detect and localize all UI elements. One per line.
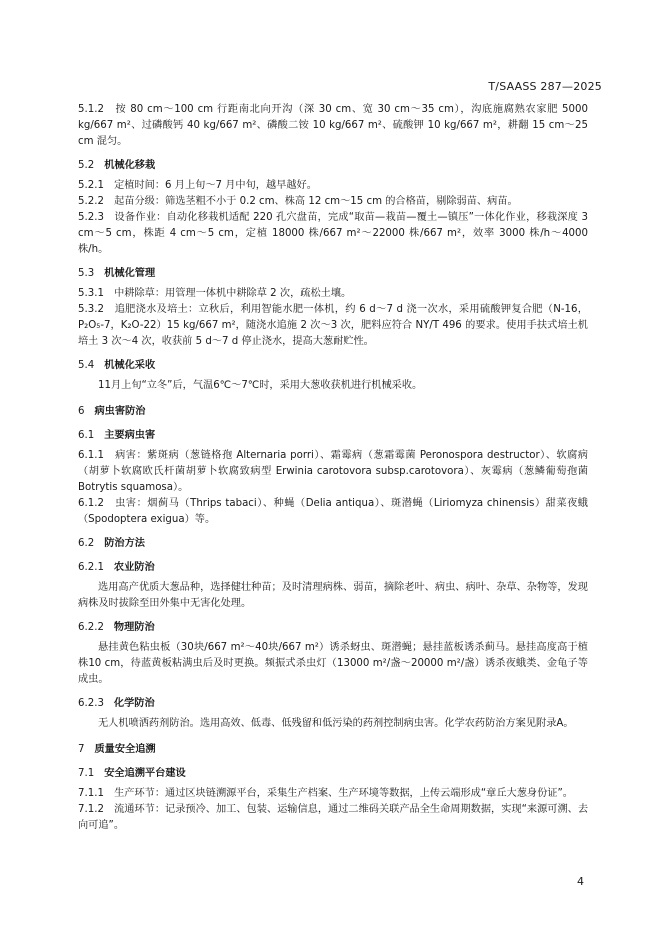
paragraph: 5.3.1 中耕除草：用管理一体机中耕除草 2 次，疏松土壤。 — [78, 288, 352, 299]
section-heading — [78, 742, 588, 758]
section-title: 机械化管理 — [104, 268, 156, 279]
section-title: 物理防治 — [113, 622, 155, 633]
section-number: 5.4 — [78, 360, 95, 371]
paragraph: 5.1.2 按 80 cm～100 cm 行距南北向开沟（深 30 cm、宽 30 cm～35 cm），沟底施腐熟农家肥 5000 kg/667 m²、过磷酸钙 40 kg/667 m²、磷酸二铵 10 kg/667 m²、硫酸钾 10 kg/667 m²，耕翻 15 cm～25 cm 混匀。 — [78, 104, 588, 147]
section-number: 5.3 — [78, 268, 95, 279]
section-title: 机械化采收 — [104, 360, 156, 371]
section-heading — [78, 266, 588, 282]
paragraph: 7.1.2 流通环节：记录预冷、加工、包装、运输信息，通过二维码关联产品全生命周期数据，实现“来源可溯、去向可追”。 — [78, 804, 589, 831]
document-body — [78, 102, 588, 834]
paragraph: 5.2.2 起苗分级：筛选茎粗不小于 0.2 cm、株高 12 cm～15 cm 的合格苗，剔除弱苗、病苗。 — [78, 196, 518, 207]
section-title: 机械化移栽 — [104, 160, 156, 171]
section-number: 6.2 — [78, 538, 95, 549]
section-title: 农业防治 — [113, 562, 155, 573]
section-heading — [78, 428, 588, 444]
paragraph: 5.2.1 定植时间：6 月上旬～7 月中旬，越早越好。 — [78, 180, 317, 191]
section-number: 6 — [78, 406, 85, 417]
section-heading — [78, 620, 588, 636]
paragraph: 悬挂黄色粘虫板（30块/667 m²～40块/667 m²）诱杀蚜虫、斑潜蝇；悬挂蓝板诱杀蓟马。悬挂高度高于植株10 cm，待蓝黄板粘满虫后及时更换。频振式杀虫灯（13000 m²/盏～20000 m²/盏）诱杀夜蛾类、金龟子等成虫。 — [78, 642, 588, 685]
paragraph: 无人机喷洒药剂防治。选用高效、低毒、低残留和低污染的药剂控制病虫害。化学农药防治方案见附录A。 — [98, 718, 574, 729]
section-number: 5.2 — [78, 160, 95, 171]
section-number: 6.2.2 — [78, 622, 104, 633]
paragraph: 选用高产优质大葱品种，选择健壮种苗；及时清理病株、弱苗，摘除老叶、病虫、病叶、杂草、杂物等，发现病株及时拔除至田外集中无害化处理。 — [78, 582, 588, 609]
paragraph: 5.3.2 追肥浇水及培土：立秋后，利用智能水肥一体机，约 6 d～7 d 浇一次水，采用硫酸钾复合肥（N-16，P₂O₅-7，K₂O-22）15 kg/667 m²，随浇水追施 2 次～3 次，肥料应符合 NY/T 496 的要求。使用手扶式培土机培土 3 次～4 次，收获前 5 d～7 d 停止浇水，提高大葱耐贮性。 — [78, 304, 588, 347]
section-number: 6.2.1 — [78, 562, 104, 573]
paragraph: 11月上旬“立冬”后，气温6℃～7℃时，采用大葱收获机进行机械采收。 — [98, 380, 423, 391]
document-id: T/SAASS 287—2025 — [488, 80, 602, 93]
paragraph: 6.1.1 病害：紫斑病（葱链格孢 Alternaria porri）、霜霉病（葱霜霉菌 Peronospora destructor）、软腐病（胡萝卜软腐欧氏杆菌胡萝卜软腐致病型 Erwinia carotovora subsp.carotovora）、灰霉病（葱鳞葡萄孢菌 Botrytis squamosa）。 — [78, 450, 588, 493]
paragraph: 7.1.1 生产环节：通过区块链溯源平台，采集生产档案、生产环境等数据，上传云端形成“章丘大葱身份证”。 — [78, 788, 573, 799]
section-title: 化学防治 — [113, 698, 155, 709]
section-title: 防治方法 — [104, 538, 145, 549]
section-heading — [78, 766, 588, 782]
section-heading — [78, 696, 588, 712]
section-heading — [78, 536, 588, 552]
paragraph: 5.2.3 设备作业：自动化移栽机适配 220 孔穴盘苗，完成“取苗—栽苗—覆土—镇压”一体化作业，移栽深度 3 cm～5 cm，株距 4 cm～5 cm，定植 18000 株/667 m²～22000 株/667 m²，效率 3000 株/h～4000 株/h。 — [78, 212, 588, 255]
section-number: 6.2.3 — [78, 698, 104, 709]
section-number: 7 — [78, 744, 85, 755]
section-heading — [78, 158, 588, 174]
section-heading — [78, 404, 588, 420]
paragraph: 6.1.2 虫害：烟蓟马（Thrips tabaci）、种蝇（Delia antiqua）、斑潜蝇（Liriomyza chinensis）甜菜夜蛾（Spodoptera exigua）等。 — [78, 498, 588, 525]
section-heading — [78, 560, 588, 576]
section-title: 病虫害防治 — [94, 406, 146, 417]
section-title: 主要病虫害 — [104, 430, 156, 441]
section-heading — [78, 358, 588, 374]
page-number: 4 — [577, 875, 584, 888]
section-number: 6.1 — [78, 430, 95, 441]
section-number: 7.1 — [78, 768, 95, 779]
section-title: 质量安全追溯 — [94, 744, 156, 755]
section-title: 安全追溯平台建设 — [104, 768, 186, 779]
